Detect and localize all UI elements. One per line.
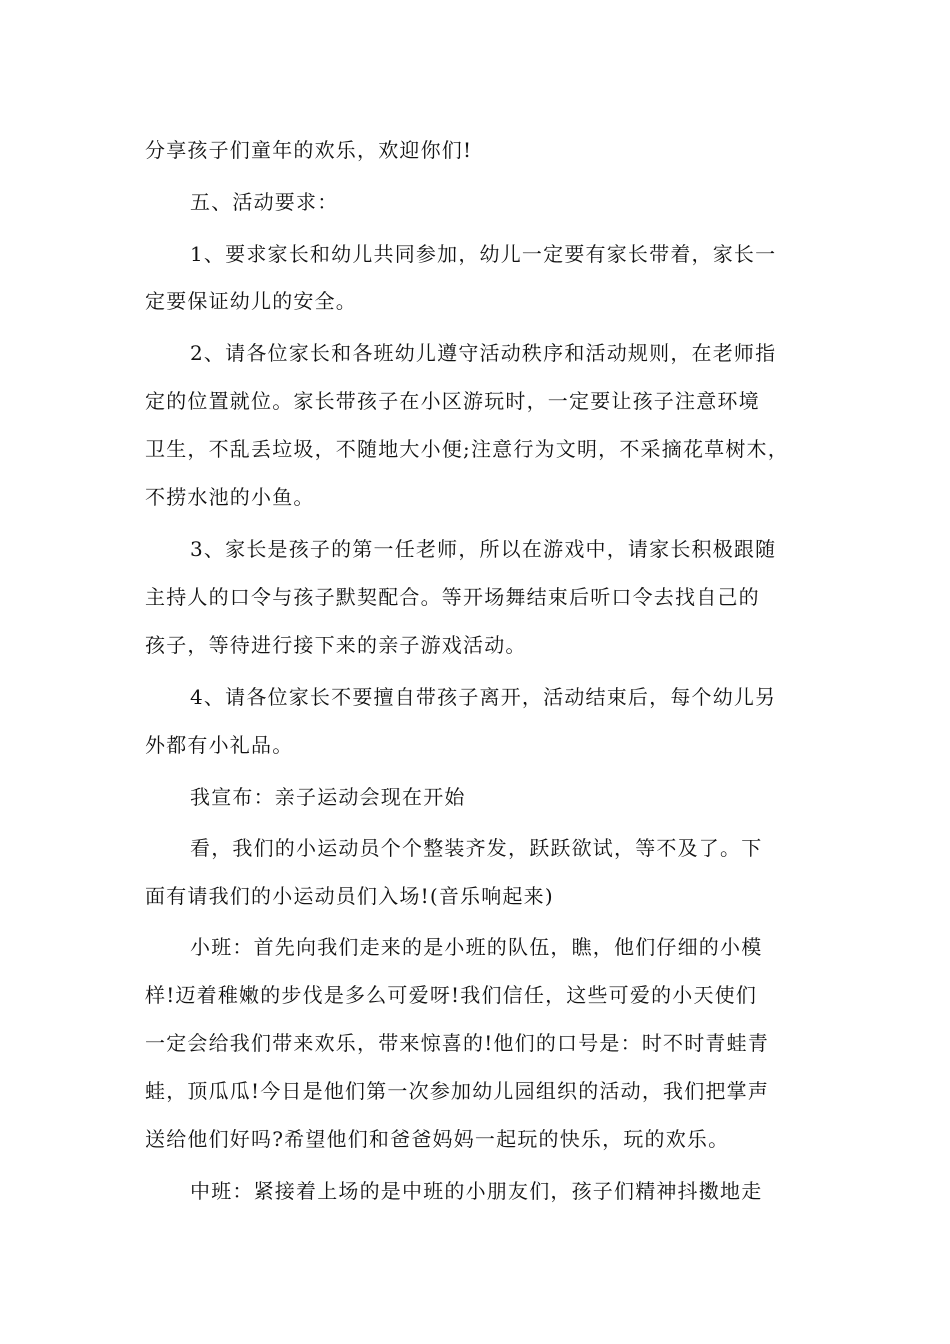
text-line: 不捞水池的小鱼。 bbox=[145, 485, 315, 509]
text-line: 蛙，顶瓜瓜!今日是他们第一次参加幼儿园组织的活动，我们把掌声 bbox=[145, 1079, 770, 1103]
text-line: 1、要求家长和幼儿共同参加，幼儿一定要有家长带着，家长一 bbox=[190, 242, 777, 266]
text-line: 孩子，等待进行接下来的亲子游戏活动。 bbox=[145, 633, 527, 657]
text-line: 外都有小礼品。 bbox=[145, 733, 294, 757]
text-line: 2、请各位家长和各班幼儿遵守活动秩序和活动规则，在老师指 bbox=[190, 341, 777, 365]
section-heading: 五、活动要求： bbox=[190, 190, 339, 214]
text-line: 主持人的口令与孩子默契配合。等开场舞结束后听口令去找自己的 bbox=[145, 585, 760, 609]
text-line: 中班：紧接着上场的是中班的小朋友们，孩子们精神抖擞地走 bbox=[190, 1179, 763, 1203]
text-line: 卫生，不乱丢垃圾，不随地大小便;注意行为文明，不采摘花草树木， bbox=[145, 437, 789, 461]
text-line: 一定会给我们带来欢乐，带来惊喜的!他们的口号是：时不时青蛙青 bbox=[145, 1031, 770, 1055]
text-line: 4、请各位家长不要擅自带孩子离开，活动结束后，每个幼儿另 bbox=[190, 685, 777, 709]
text-line: 我宣布：亲子运动会现在开始 bbox=[190, 785, 466, 809]
text-line: 小班：首先向我们走来的是小班的队伍，瞧，他们仔细的小模 bbox=[190, 935, 763, 959]
text-line: 定要保证幼儿的安全。 bbox=[145, 289, 357, 313]
text-line: 看，我们的小运动员个个整装齐发，跃跃欲试，等不及了。下 bbox=[190, 836, 763, 860]
text-line: 定的位置就位。家长带孩子在小区游玩时，一定要让孩子注意环境 bbox=[145, 389, 760, 413]
text-line: 面有请我们的小运动员们入场!(音乐响起来) bbox=[145, 884, 554, 908]
text-line: 3、家长是孩子的第一任老师，所以在游戏中，请家长积极跟随 bbox=[190, 537, 777, 561]
text-line: 分享孩子们童年的欢乐，欢迎你们! bbox=[145, 138, 473, 162]
text-line: 样!迈着稚嫩的步伐是多么可爱呀!我们信任，这些可爱的小天使们 bbox=[145, 983, 758, 1007]
text-line: 送给他们好吗?希望他们和爸爸妈妈一起玩的快乐，玩的欢乐。 bbox=[145, 1127, 730, 1151]
